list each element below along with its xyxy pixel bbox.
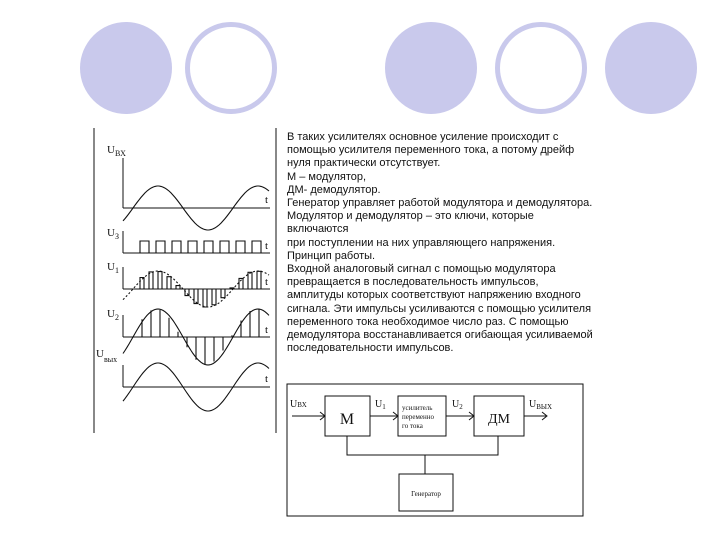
label-u2: $U_2$ <box>107 308 119 322</box>
label-u1: $U_1$ <box>107 261 119 275</box>
arrow-to-modulator <box>320 412 325 420</box>
envelope-u2 <box>123 309 269 365</box>
text-line: Генератор управляет работой модулятора и демодулятора. <box>287 197 593 210</box>
demodulator-label: ДМ <box>488 412 510 427</box>
text-line: помощью усилителя переменного тока, а потому дрейф <box>287 144 575 157</box>
label-u-in: $U_{ВХ}$ <box>107 144 126 158</box>
label-u-z: $U_З$ <box>107 227 119 241</box>
text-line: включаются <box>287 223 349 236</box>
text-line: последовательности импульсов. <box>287 342 454 355</box>
decor-circle-2 <box>185 22 277 114</box>
text-line: переменного тока необходимое число раз. С помощью <box>287 315 569 328</box>
u1-label: $U_1$ <box>375 399 386 411</box>
control-lines <box>347 436 498 474</box>
text-line: при поступлении на них управляющего напряжения. <box>287 236 556 249</box>
amplifier-label: усилитель переменно го тока <box>402 404 434 430</box>
input-sine-curve <box>123 186 269 230</box>
modulated-pulses <box>140 271 261 307</box>
time-label: t <box>265 373 269 385</box>
decor-circle-4 <box>495 22 587 114</box>
output-arrow <box>542 412 547 420</box>
generator-label: Генератор <box>411 490 441 498</box>
amplified-pulses <box>142 310 259 365</box>
text-line: нуля практически отсутствует. <box>287 157 441 170</box>
text-line: сигнала. Эти импульсы усиливаются с помощью усилителя <box>287 302 592 315</box>
text-line: превращается в последовательность импульсов, <box>287 276 539 289</box>
decor-circle-5 <box>605 22 697 114</box>
time-label: t <box>265 276 269 288</box>
output-label: $U_{ВЫХ}$ <box>529 399 553 411</box>
decor-circle-3 <box>385 22 477 114</box>
demodulator-block <box>474 396 524 436</box>
arrow-to-demodulator <box>469 412 474 420</box>
text-line: ДМ- демодулятор. <box>287 183 381 196</box>
label-u-out: $U_{вых}$ <box>96 348 118 364</box>
text-line: В таких усилителях основное усиление происходит с <box>287 131 559 143</box>
arrow-to-amplifier <box>393 412 398 420</box>
u2-label: $U_2$ <box>452 399 463 411</box>
text-line: амплитуды которых соответствуют напряжению входного <box>287 289 581 302</box>
generator-block <box>399 474 453 511</box>
text-line: Принцип работы. <box>287 249 376 262</box>
amplifier-block <box>398 396 446 436</box>
text-line: Модулятор и демодулятор – это ключи, которые <box>287 210 534 223</box>
time-label: t <box>265 194 269 206</box>
text-line: демодулятора восстанавливается огибающая усиливаемой <box>287 329 593 342</box>
switching-pulses <box>140 241 261 253</box>
text-line: Входной аналоговый сигнал с помощью модулятора <box>287 263 556 276</box>
envelope-u1 <box>123 271 269 307</box>
decor-circle-1 <box>80 22 172 114</box>
time-label: t <box>265 240 269 252</box>
text-line: М – модулятор, <box>287 170 367 183</box>
output-sine-curve <box>123 363 269 411</box>
explanation-text <box>287 131 670 355</box>
time-label: t <box>265 324 269 336</box>
block-diagram-frame <box>287 384 583 516</box>
modulator-block <box>325 396 370 436</box>
input-label: UВХ <box>290 399 307 410</box>
modulator-label: М <box>339 411 355 428</box>
